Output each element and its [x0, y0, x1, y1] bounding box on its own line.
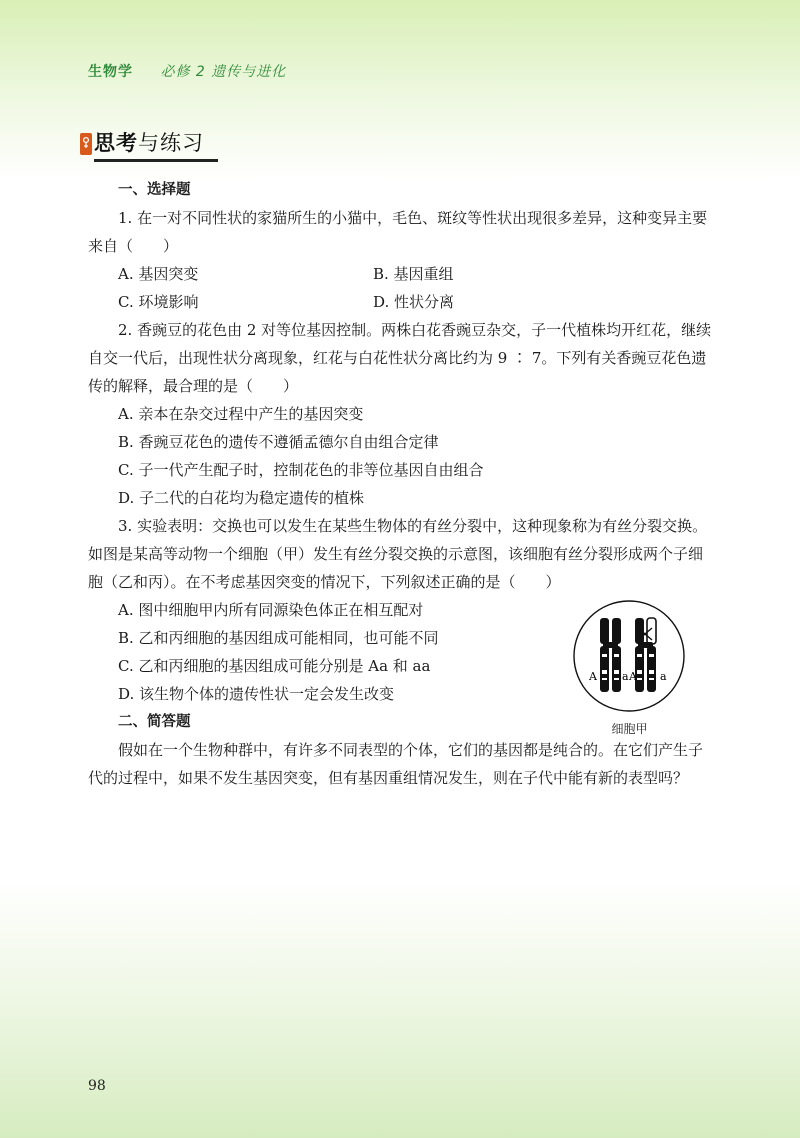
question-mark-icon — [81, 136, 91, 152]
part2-question: 假如在一个生物种群中，有许多不同表型的个体，它们的基因都是纯合的。在它们产生子代的过程中，如果不发生基因突变，但有基因重组情况发生，则在子代中能有新的表型吗？ — [88, 741, 704, 787]
section-title — [94, 128, 204, 158]
q2-option-d: D. 子二代的白花均为稳定遗传的植株 — [118, 489, 365, 507]
section-title-bold: 思考 — [94, 131, 138, 155]
cell-membrane — [574, 601, 684, 711]
q2-stem: 2. 香豌豆的花色由 2 对等位基因控制。两株白花香豌豆杂交，子一代植株均开红花，继续自交一代后，出现性状分离现象，红花与白花性状分离比约为 9 ∶ 7。下列有关香豌豆花色遗传的解释，最合理的是（ ） — [88, 321, 712, 395]
running-head — [88, 61, 286, 81]
section-underline — [94, 159, 218, 162]
allele-label-3: A — [629, 670, 637, 683]
q2-option-c: C. 子一代产生配子时，控制花色的非等位基因自由组合 — [118, 461, 484, 479]
page-number: 98 — [88, 1078, 106, 1094]
q2-option-b: B. 香豌豆花色的遗传不遵循孟德尔自由组合定律 — [118, 433, 439, 451]
section-title-light: 与练习 — [138, 131, 204, 155]
part1-heading: 一、选择题 — [118, 182, 191, 198]
q1-option-d: D. 性状分离 — [373, 293, 455, 311]
allele-label-2: a — [622, 670, 629, 683]
q3-option-c: C. 乙和丙细胞的基因组成可能分别是 Aa 和 aa — [118, 657, 431, 675]
section-tag-icon — [80, 133, 92, 155]
q1-option-b: B. 基因重组 — [373, 265, 454, 283]
running-head-book: 必修 2 遗传与进化 — [160, 64, 287, 80]
q1-option-a: A. 基因突变 — [118, 265, 199, 283]
cell-figure — [572, 598, 687, 743]
q1-option-c: C. 环境影响 — [118, 293, 199, 311]
section-heading — [80, 128, 218, 162]
q3-option-b: B. 乙和丙细胞的基因组成可能相同，也可能不同 — [118, 629, 439, 647]
q3-option-a: A. 图中细胞甲内所有同源染色体正在相互配对 — [118, 601, 424, 619]
part2-heading: 二、简答题 — [118, 714, 191, 730]
q3-option-d: D. 该生物个体的遗传性状一定会发生改变 — [118, 685, 395, 703]
allele-label-1: A — [589, 670, 597, 683]
q3-stem: 3. 实验表明：交换也可以发生在某些生物体的有丝分裂中，这种现象称为有丝分裂交换。如图是某高等动物一个细胞（甲）发生有丝分裂交换的示意图，该细胞有丝分裂形成两个子细胞（乙和丙）。在不考虑基因突变的情况下，下列叙述正确的是（ ） — [88, 517, 708, 591]
cell-diagram — [572, 598, 687, 716]
running-head-subject: 生物学 — [88, 64, 133, 80]
figure-caption: 细胞甲 — [611, 722, 648, 736]
q1-options-row1 — [88, 260, 712, 288]
q1-options-row2 — [88, 288, 712, 316]
q1-stem: 1. 在一对不同性状的家猫所生的小猫中，毛色、斑纹等性状出现很多差异，这种变异主要来自（ ） — [88, 209, 708, 255]
allele-label-4: a — [660, 670, 667, 683]
q2-option-a: A. 亲本在杂交过程中产生的基因突变 — [118, 405, 364, 423]
